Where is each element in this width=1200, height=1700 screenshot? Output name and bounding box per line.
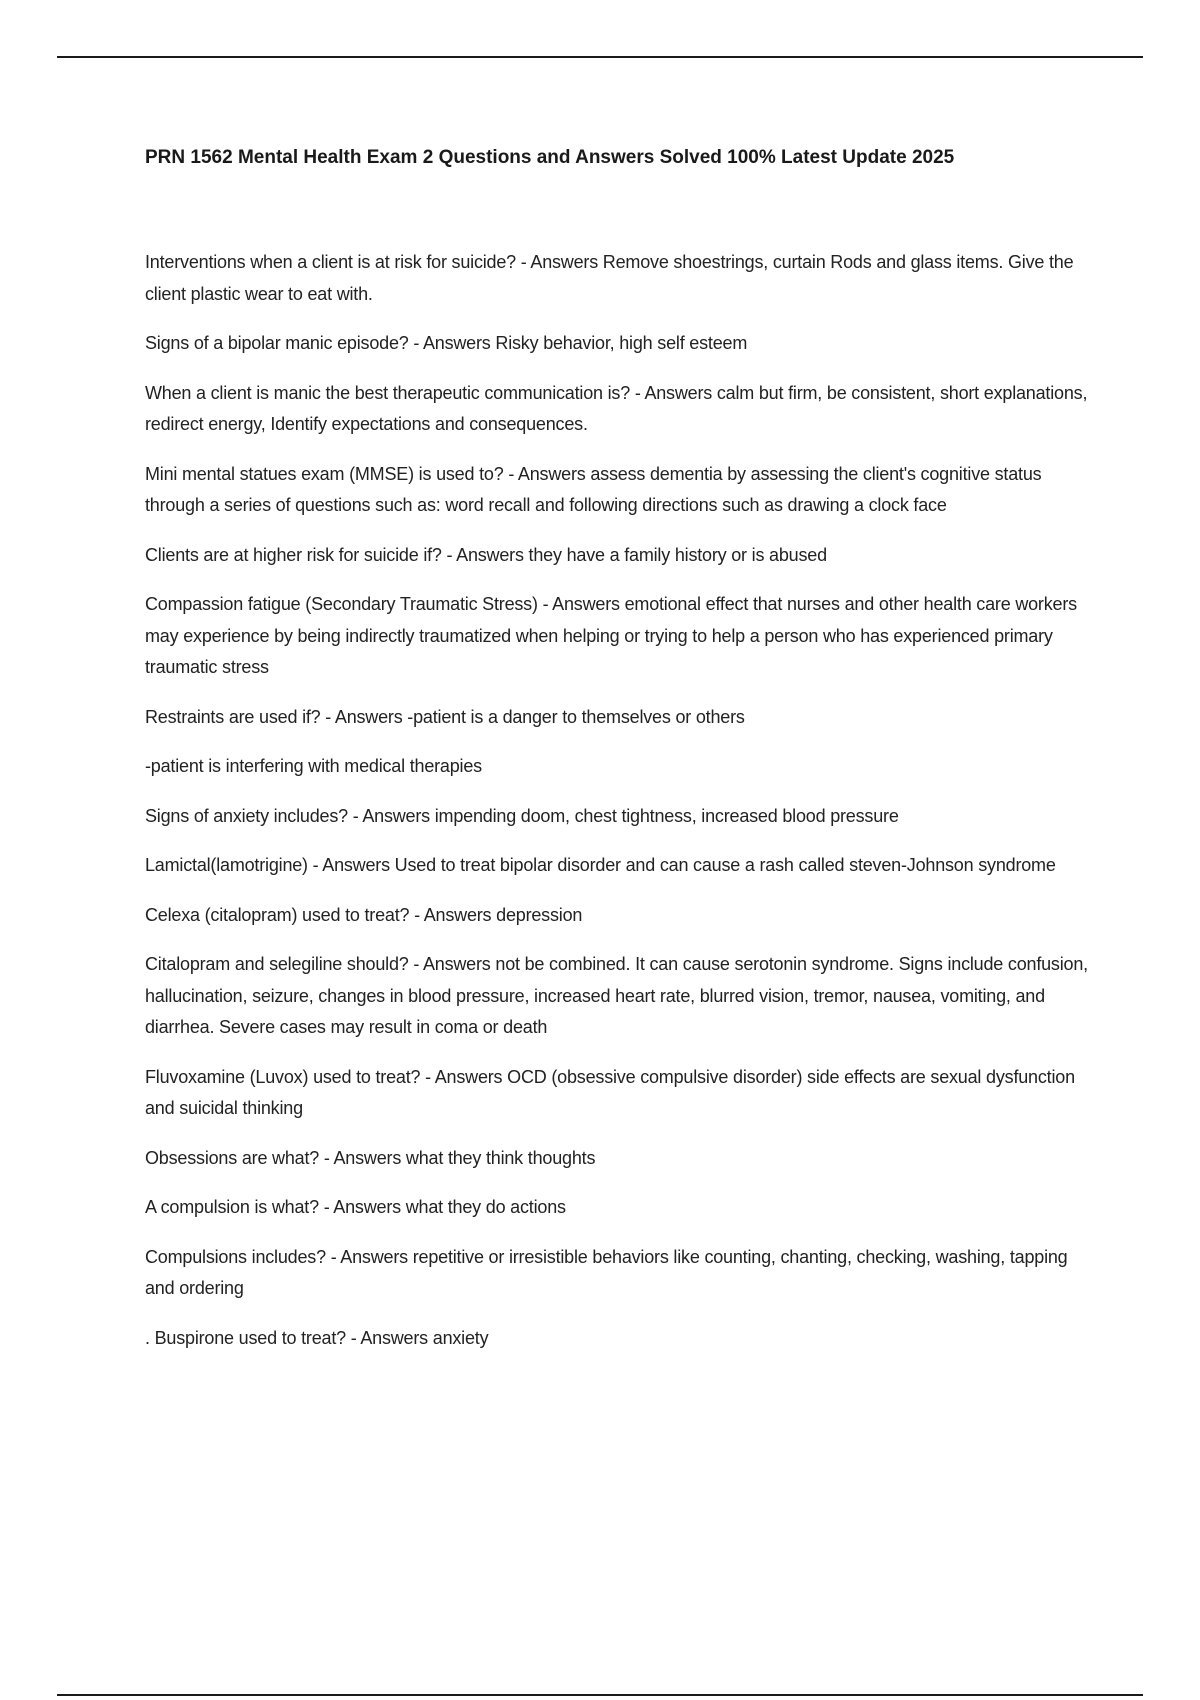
- qa-item: Clients are at higher risk for suicide if? - Answers they have a family history or is abused: [145, 544, 827, 565]
- top-rule: [57, 56, 1143, 58]
- bottom-rule: [57, 1694, 1143, 1696]
- qa-item: Citalopram and selegiline should? - Answers not be combined. It can cause serotonin syndrome. Signs include confusion, hallucination, seizure, changes in blood pressure, increased heart rate, blurred vision, tremor, nausea, vomiting, and diarrhea. Severe cases may result in coma or death: [145, 954, 1088, 1037]
- qa-item: Signs of a bipolar manic episode? - Answers Risky behavior, high self esteem: [145, 333, 748, 353]
- qa-item: Interventions when a client is at risk for suicide? - Answers Remove shoestrings, curtain Rods and glass items. Give the client plastic wear to eat with.: [145, 252, 1074, 304]
- qa-item: Lamictal(lamotrigine) - Answers Used to treat bipolar disorder and can cause a rash called steven-Johnson syndrome: [145, 855, 1056, 875]
- qa-item: Fluvoxamine (Luvox) used to treat? - Answers OCD (obsessive compulsive disorder) side effects are sexual dysfunction and suicidal thinking: [145, 1066, 1075, 1118]
- qa-item: Signs of anxiety includes? - Answers impending doom, chest tightness, increased blood pressure: [145, 805, 899, 826]
- qa-item: . Buspirone used to treat? - Answers anxiety: [145, 1327, 489, 1348]
- qa-item: A compulsion is what? - Answers what they do actions: [145, 1197, 566, 1217]
- qa-item: When a client is manic the best therapeutic communication is? - Answers calm but firm, be consistent, short explanations, redirect energy, Identify expectations and consequences.: [145, 382, 1088, 434]
- document-title: PRN 1562 Mental Health Exam 2 Questions and Answers Solved 100% Latest Update 2025: [145, 147, 955, 168]
- qa-item: Restraints are used if? - Answers -patient is a danger to themselves or others: [145, 706, 745, 727]
- qa-list: [145, 247, 1090, 1372]
- qa-item: Compassion fatigue (Secondary Traumatic Stress) - Answers emotional effect that nurses and other health care workers may experience by being indirectly traumatized when helping or trying to help a person who has experienced primary traumatic stress: [145, 594, 1077, 677]
- qa-item: -patient is interfering with medical therapies: [145, 756, 482, 776]
- qa-item: Mini mental statues exam (MMSE) is used to? - Answers assess dementia by assessing the client's cognitive status through a series of questions such as: word recall and following directions such as drawing a clock face: [145, 463, 1042, 515]
- qa-item: Compulsions includes? - Answers repetitive or irresistible behaviors like counting, chanting, checking, washing, tapping and ordering: [145, 1246, 1068, 1298]
- qa-item: Obsessions are what? - Answers what they think thoughts: [145, 1147, 596, 1168]
- qa-item: Celexa (citalopram) used to treat? - Answers depression: [145, 904, 583, 925]
